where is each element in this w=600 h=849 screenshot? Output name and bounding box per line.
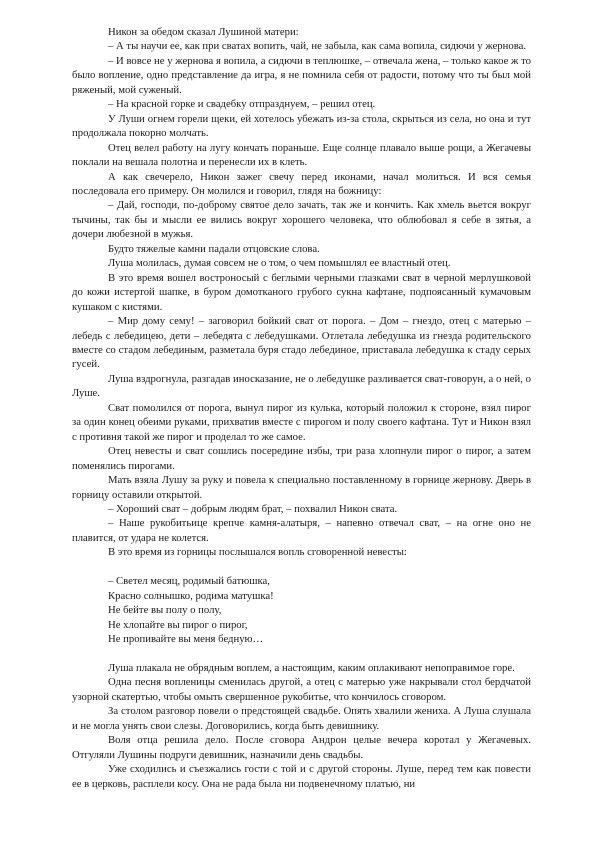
- paragraph: У Луши огнем горели щеки, ей хотелось убежать из-за стола, скрыться из села, но она и тут продолжала покорно молчать.: [72, 112, 531, 140]
- paragraph: Мать взяла Лушу за руку и повела к специально поставленному в горнице жернову. Дверь в горницу оставили открытой.: [72, 474, 531, 501]
- paragraph: – Мир дому сему! – заговорил бойкий сват от порога. – Дом – гнездо, отец с матерью – лебедь с лебедицею, дети – лебедята с лебедушками. Отлетала лебедушка из гнезда родительского вместе со стадом лебединым, разметала буря стадо лебединое, приставала лебедушка к стаду серых гусей.: [72, 315, 531, 371]
- paragraph: Уже сходились и съезжались гости с той и с другой стороны. Луше, перед тем как повести ее в церковь, расплели косу. Она не рада была ни подвенечному платью, ни: [72, 763, 531, 790]
- paragraph: Никон за обедом сказал Лушиной матери:: [108, 26, 299, 38]
- verse-line: Не пропивайте вы меня бедную…: [108, 633, 264, 646]
- document-page: [72, 25, 531, 791]
- paragraph: Отец невесты и сват сошлись посередине избы, три раза хлопнули пирог о пирог, а затем поменялись пирогами.: [72, 445, 531, 472]
- verse-line: Не хлопайте вы пирог о пирог,: [108, 618, 248, 631]
- verse-line: Красно солнышко, родима матушка!: [108, 589, 274, 602]
- paragraph: Будто тяжелые камни падали отцовские слова.: [108, 242, 320, 255]
- paragraph: В это время из горницы послышался вопль сговоренной невесты:: [108, 546, 407, 559]
- paragraph: – Дай, господи, по-доброму святое дело зачать, так же и кончить. Как хмель вьется вокруг тычины, так бы и мысли ее вились вокруг хорошего человека, что облюбовал я себе в зятья, а дочери любезной в мужья.: [72, 199, 531, 241]
- paragraph: Отец велел работу на лугу кончать пораньше. Еще солнце плавало выше рощи, а Жегачевы поклали на вешала полотна и перенесли их в клеть.: [72, 141, 531, 169]
- spacer: [72, 646, 531, 660]
- paragraph: Одна песня вопленицы сменилась другой, а отец с матерью уже накрывали стол бердчатой узорной скатертью, чтобы омыть свершенное рукобитье, что кончилось сговором.: [72, 676, 531, 703]
- paragraph: – Наше рукобитьице крепче камня-алатыря, – напевно отвечал сват, – на огне оно не плавится, от удара не колется.: [72, 517, 531, 544]
- spacer: [72, 560, 531, 574]
- verse-line: Не бейте вы полу о полу,: [108, 604, 222, 617]
- paragraph: – На красной горке и свадебку отпразднуем, – решил отец.: [108, 98, 376, 111]
- paragraph: В это время вошел востроносый с беглыми черными глазками сват в черной мерлушковой до кожи истертой шапке, в буром домотканого грубого сукна кафтане, подпоясанный кумачовым кушаком с кистями.: [72, 271, 531, 313]
- paragraph: Луша молилась, думая совсем не о том, о чем помышлял ее властный отец.: [108, 257, 451, 270]
- paragraph: Луша вздрогнула, разгадав иносказание, не о лебедушке разливается сват-говорун, а о ней, о Луше.: [72, 372, 531, 400]
- paragraph: – А ты научи ее, как при сватах вопить, чай, не забыла, как сама вопила, сидючи у жернова.: [108, 40, 527, 53]
- paragraph: Сват помолился от порога, вынул пирог из кулька, который положил к стороне, взял пирог за один конец обеими руками, прихватив вместе с пирогом и полу своего кафтана. Тут и Никон взял с противня такой же пирог и проделал то же самое.: [72, 401, 531, 443]
- paragraph: – Хороший сват – добрым людям брат, – похвалил Никон свата.: [108, 502, 398, 515]
- paragraph: – И вовсе не у жернова я вопила, а сидючи в теплюшке, – отвечала жена, – только какое ж то было вопление, одно представление да игра, я не помнила себя от радости, потому что ты был мой ряженый, мой суженый.: [72, 54, 531, 96]
- paragraph: А как свечерело, Никон зажег свечу перед иконами, начал молиться. И вся семья последовала его примеру. Он молился и говорил, глядя на божницу:: [72, 170, 531, 197]
- paragraph: Воля отца решила дело. После сговора Андрон целые вечера коротал у Жегачевых. Отгуляли Лушины подруги девишник, назначили день свадьбы.: [72, 734, 531, 761]
- paragraph: За столом разговор повели о предстоящей свадьбе. Опять хвалили жениха. А Луша слушала и не могла унять свои слезы. Договорились, когда быть девишнику.: [72, 705, 531, 732]
- paragraph: Луша плакала не обрядным воплем, а настоящим, каким оплакивают непоправимое горе.: [108, 661, 515, 674]
- verse-line: – Светел месяц, родимый батюшка,: [108, 575, 270, 588]
